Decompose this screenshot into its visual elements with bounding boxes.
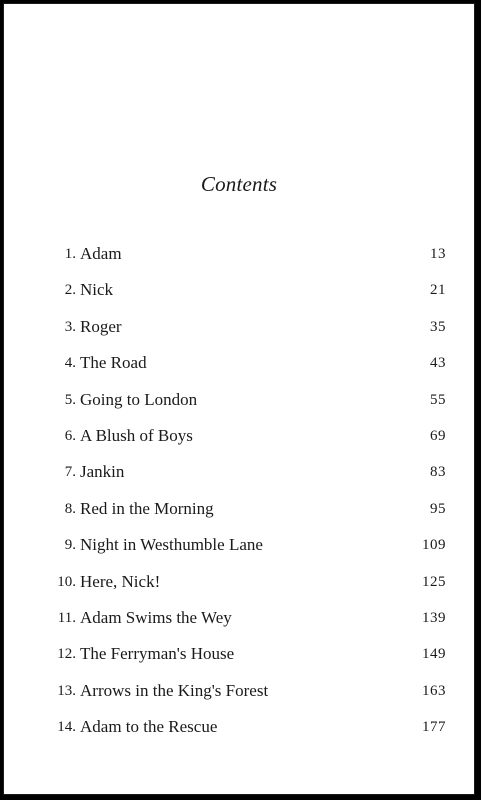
page-number: 109 [422, 537, 446, 554]
page-number: 55 [430, 391, 446, 408]
chapter-title: Night in Westhumble Lane [80, 535, 263, 555]
page-number: 163 [422, 682, 446, 699]
chapter-number: 9. [64, 537, 76, 554]
toc-entry-8 [54, 497, 446, 533]
toc-entry-13 [54, 679, 446, 715]
chapter-number: 8. [64, 500, 76, 517]
toc-entry-12 [54, 642, 446, 678]
chapter-title: Adam Swims the Wey [80, 607, 232, 627]
page-number: 35 [430, 318, 446, 335]
chapter-number: 6. [64, 427, 76, 444]
chapter-title: Adam [80, 244, 122, 263]
chapter-title: Arrows in the King's Forest [80, 680, 269, 700]
contents-heading: Contents [200, 172, 278, 196]
chapter-number: 1. [64, 246, 76, 262]
page-number: 177 [422, 719, 446, 736]
chapter-number: 2. [64, 282, 76, 299]
chapter-number: 5. [64, 391, 76, 408]
chapter-title: Nick [80, 280, 114, 300]
chapter-title: Roger [80, 316, 122, 336]
chapter-number: 11. [57, 609, 76, 626]
chapter-number: 4. [64, 355, 76, 372]
table-of-contents [54, 242, 446, 751]
chapter-number: 13. [57, 682, 76, 699]
toc-entry-7 [54, 460, 446, 496]
toc-entry-9 [54, 533, 446, 569]
toc-entry-3 [54, 315, 446, 351]
page-number: 83 [430, 464, 446, 481]
toc-entry-5 [54, 388, 446, 424]
toc-entry-6 [54, 424, 446, 460]
book-page [3, 3, 475, 795]
chapter-number: 12. [57, 646, 76, 663]
chapter-title: Jankin [80, 462, 125, 482]
chapter-title: Going to London [80, 389, 198, 409]
page-number: 21 [430, 282, 446, 299]
chapter-title: Adam to the Rescue [80, 717, 218, 737]
page-number: 43 [430, 355, 446, 372]
toc-entry-2 [54, 278, 446, 314]
toc-entry-14 [54, 715, 446, 751]
chapter-title: The Ferryman's House [80, 644, 235, 664]
toc-entry-4 [54, 351, 446, 387]
page-number: 95 [430, 500, 446, 517]
page-number: 69 [430, 427, 446, 444]
page-number: 13 [430, 246, 446, 262]
chapter-title: Here, Nick! [80, 571, 161, 591]
chapter-number: 3. [64, 318, 76, 335]
chapter-number: 14. [57, 719, 76, 736]
chapter-title: The Road [80, 353, 147, 373]
page-number: 125 [422, 573, 446, 590]
chapter-title: Red in the Morning [80, 498, 214, 518]
toc-entry-11 [54, 606, 446, 642]
toc-entry-1 [54, 242, 446, 278]
chapter-number: 10. [57, 573, 76, 590]
chapter-number: 7. [64, 464, 76, 481]
toc-entry-10 [54, 570, 446, 606]
chapter-title: A Blush of Boys [80, 425, 193, 445]
page-number: 139 [422, 609, 446, 626]
page-number: 149 [422, 646, 446, 663]
